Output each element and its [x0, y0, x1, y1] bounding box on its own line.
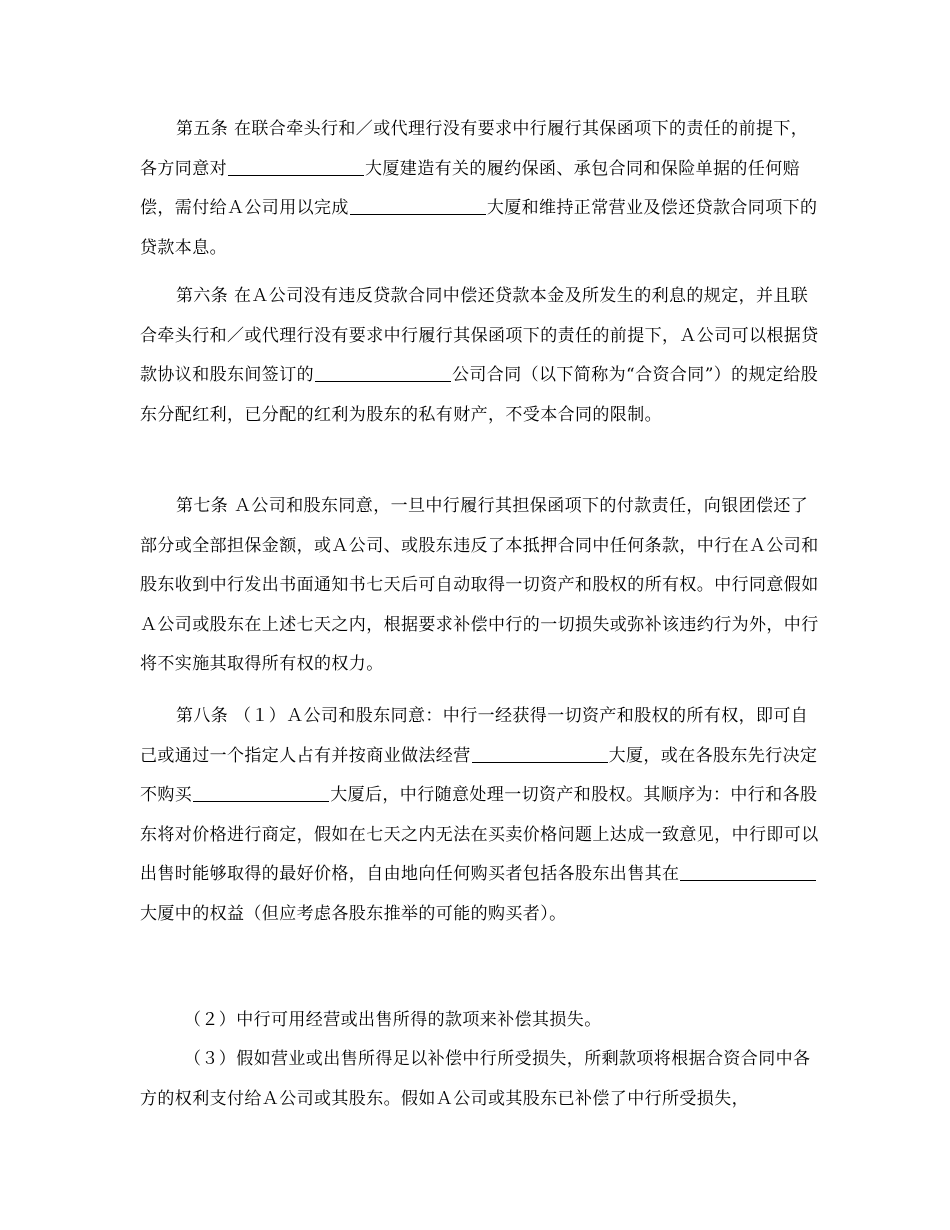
blank-field: [228, 158, 364, 176]
blank-field: [315, 364, 451, 382]
article-5: [140, 110, 820, 268]
article-8-text-1: 第八条 （１）Ａ公司和股东同意：中行一经获得一切资产和股权的所有权，即可自己或通过一个指定人占有并按商业做法经营: [140, 706, 809, 766]
blank-field: [350, 197, 486, 215]
article-6: [140, 277, 820, 435]
article-7-text: 第七条 Ａ公司和股东同意，一旦中行履行其担保函项下的付款责任，向银团偿还了部分或全部担保金额，或Ａ公司、或股东违反了本抵押合同中任何条款，中行在Ａ公司和股东收到中行发出书面通知书七天后可自动取得一切资产和股权的所有权。中行同意假如Ａ公司或股东在上述七天之内，根据要求补偿中行的一切损失或弥补该违约行为外，中行将不实施其取得所有权的权力。: [140, 496, 819, 674]
article-7: [140, 487, 820, 685]
article-5-text-2: 大厦建造有关的履约保函、承包合同和保险单据的任何赔偿，需付给Ａ公司用以完成: [140, 158, 800, 218]
blank-field: [680, 863, 816, 881]
article-8-text-4: 大厦中的权益（但应考虑各股东推举的可能的购买者）。: [140, 903, 567, 924]
article-8-item-3: （３）假如营业或出售所得足以补偿中行所受损失，所剩款项将根据合资合同中各方的权利支付给Ａ公司或其股东。假如Ａ公司或其股东已补偿了中行所受损失，: [140, 1049, 811, 1109]
article-6-text-1: 第六条 在Ａ公司没有违反贷款合同中偿还贷款本金及所发生的利息的规定，并且联合牵头行和／或代理行没有要求中行履行其保函项下的责任的前提下，Ａ公司可以根据贷款协议和股东间签订的: [140, 286, 819, 385]
blank-field: [472, 745, 608, 763]
blank-field: [193, 784, 329, 802]
article-5-text-1: 第五条 在联合牵头行和／或代理行没有要求中行履行其保函项下的责任的前提下，各方同意对: [140, 119, 809, 179]
article-8: [140, 697, 820, 934]
article-8-text-3: 大厦后，中行随意处理一切资产和股权。其顺序为：中行和各股东将对价格进行商定，假如在七天之内无法在买卖价格问题上达成一致意见，中行即可以出售时能够取得的最好价格，自由地向任何购买者包括各股东出售其在: [140, 785, 819, 884]
article-6-text-2: 公司合同（以下简称为“合资合同”）的规定给股东分配红利，已分配的红利为股东的私有财产，不受本合同的限制。: [140, 365, 819, 425]
article-5-text-3: 大厦和维持正常营业及偿还贷款合同项下的贷款本息。: [140, 198, 818, 258]
article-8-item-2: （２）中行可用经营或出售所得的款项来补偿其损失。: [184, 1010, 602, 1030]
article-8-text-2: 大厦，或在各股东先行决定不购买: [140, 745, 818, 805]
